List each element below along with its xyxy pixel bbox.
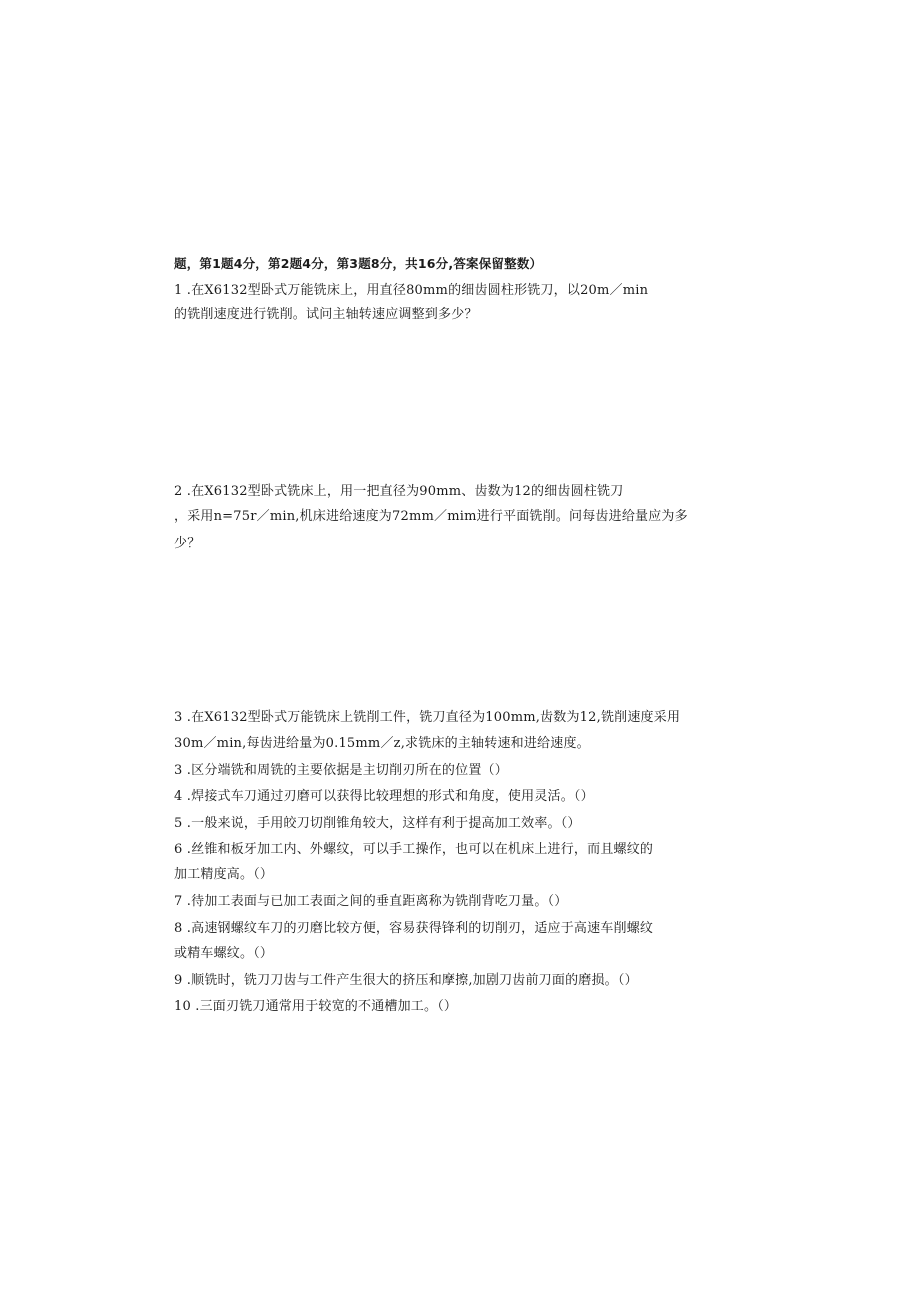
calc-question-3-line-1: 3 .在X6132型卧式万能铣床上铣削工件，铣刀直径为100mm,齿数为12,铣削速度采用 bbox=[174, 710, 681, 725]
judge-item-8-line-1: 8 .高速钢螺纹车刀的刃磨比较方便，容易获得锋利的切削刃，适应于高速车削螺纹 bbox=[174, 921, 654, 936]
judge-item-10: 10 .三面刃铣刀通常用于较宽的不通槽加工。（） bbox=[174, 999, 458, 1014]
judge-item-9: 9 .顺铣时，铣刀刀齿与工件产生很大的挤压和摩擦,加剧刀齿前刀面的磨损。（） bbox=[174, 973, 638, 988]
calc-question-2-line-2: ，采用n=75r／min,机床进给速度为72mm／mim进行平面铣削。问每齿进给量应为多 bbox=[174, 509, 688, 524]
judge-item-3: 3 .区分端铣和周铣的主要依据是主切削刃所在的位置（） bbox=[174, 763, 508, 778]
calc-question-1-line-1: 1 .在X6132型卧式万能铣床上，用直径80mm的细齿圆柱形铣刀，以20m／min bbox=[174, 283, 649, 298]
judge-item-6-line-2: 加工精度高。（） bbox=[174, 867, 274, 882]
calc-question-2-line-3: 少？ bbox=[174, 536, 201, 551]
judge-item-6-line-1: 6 .丝锥和板牙加工内、外螺纹，可以手工操作，也可以在机床上进行，而且螺纹的 bbox=[174, 842, 654, 857]
calc-question-2-line-1: 2 .在X6132型卧式铣床上，用一把直径为90mm、齿数为12的细齿圆柱铣刀 bbox=[174, 484, 624, 499]
section-heading: 题，第1题4分，第2题4分，第3题8分，共16分,答案保留整数） bbox=[174, 256, 543, 271]
judge-item-8-line-2: 或精车螺纹。（） bbox=[174, 946, 274, 961]
calc-question-1-line-2: 的铣削速度进行铣削。试问主轴转速应调整到多少？ bbox=[174, 307, 478, 322]
judge-item-5: 5 .一般来说，手用皎刀切削锥角较大，这样有利于提高加工效率。（） bbox=[174, 816, 581, 831]
judge-item-7: 7 .待加工表面与已加工表面之间的垂直距离称为铣削背吃刀量。（） bbox=[174, 894, 568, 909]
calc-question-3-line-2: 30m／min,每齿进给量为0.15mm／z,求铣床的主轴转速和进给速度。 bbox=[174, 736, 590, 751]
judge-item-4: 4 .焊接式车刀通过刃磨可以获得比较理想的形式和角度，使用灵活。（） bbox=[174, 789, 594, 804]
